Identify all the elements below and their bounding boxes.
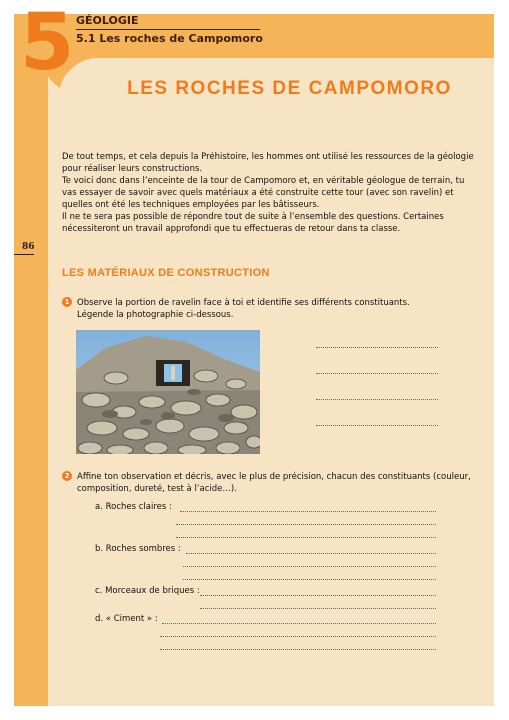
answer-line[interactable] — [183, 579, 436, 580]
subject-divider — [76, 29, 260, 30]
item-label-roches-sombres: b. Roches sombres : — [95, 544, 181, 554]
item-label-roches-claires: a. Roches claires : — [95, 502, 172, 512]
answer-line[interactable] — [180, 511, 436, 512]
answer-line[interactable] — [200, 608, 436, 609]
intro-paragraph: Il ne te sera pas possible de répondre tout de suite à l’ensemble des questions. Certaines nécessiteront un travail approfondi que tu effectueras de retour dans ta classe. — [62, 212, 444, 234]
intro-paragraph: Te voici donc dans l’enceinte de la tour de Campomoro et, en véritable géologue de terrain, tu vas essayer de savoir avec quels matériaux a été construite cette tour (avec son ravelin) et quelles ont été les techniques employées par les bâtisseurs. — [62, 176, 465, 210]
answer-line[interactable] — [160, 636, 436, 637]
subsection-heading: 5.1 Les roches de Campomoro — [76, 32, 263, 45]
question-number-badge: 2 — [62, 471, 72, 481]
question-number-badge: 1 — [62, 297, 72, 307]
answer-line[interactable] — [200, 595, 436, 596]
section-heading: LES MATÉRIAUX DE CONSTRUCTION — [62, 267, 270, 279]
answer-line[interactable] — [176, 524, 436, 525]
answer-line[interactable] — [316, 425, 438, 426]
stone-wall-image — [76, 330, 260, 454]
question-text: composition, dureté, test à l’acide…). — [77, 484, 237, 494]
question-1 — [62, 297, 477, 321]
intro-paragraph: De tout temps, et cela depuis la Préhistoire, les hommes ont utilisé les ressources de la géologie pour réaliser leurs constructions. — [62, 152, 474, 174]
page-number-rule — [14, 254, 34, 255]
answer-line[interactable] — [316, 399, 438, 400]
answer-line[interactable] — [316, 373, 438, 374]
chapter-number: 5 — [20, 0, 73, 88]
item-label-ciment: d. « Ciment » : — [95, 614, 158, 624]
intro-text — [62, 151, 478, 235]
question-text: Légende la photographie ci-dessous. — [77, 310, 234, 320]
answer-line[interactable] — [160, 649, 436, 650]
answer-line[interactable] — [162, 623, 436, 624]
ravelin-photo — [76, 330, 260, 454]
question-text: Affine ton observation et décris, avec le plus de précision, chacun des constituants (couleur, — [77, 472, 471, 482]
answer-line[interactable] — [183, 566, 436, 567]
left-sidebar-band — [14, 14, 48, 706]
item-label-morceaux-briques: c. Morceaux de briques : — [95, 586, 200, 596]
answer-line[interactable] — [186, 553, 436, 554]
question-2 — [62, 471, 477, 495]
page-number: 86 — [22, 242, 35, 252]
page-title: LES ROCHES DE CAMPOMORO — [127, 78, 452, 99]
answer-line[interactable] — [316, 347, 438, 348]
question-text: Observe la portion de ravelin face à toi et identifie ses différents constituants. — [77, 298, 410, 308]
subject-heading: GÉOLOGIE — [76, 14, 139, 27]
answer-line[interactable] — [176, 537, 436, 538]
